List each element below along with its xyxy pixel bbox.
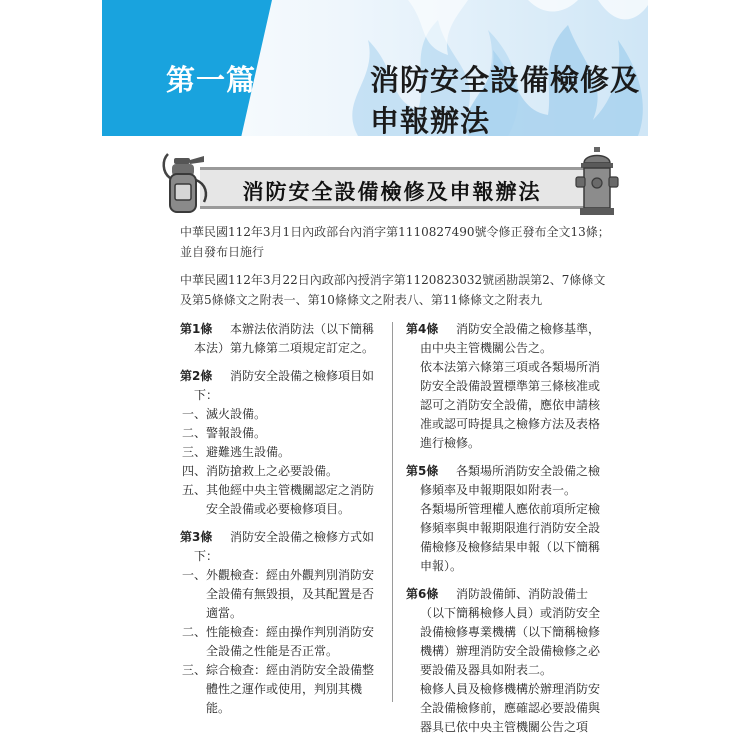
list-item: 三、 綜合檢查：經由消防安全設備整體性之運作或使用，判別其機能。 [182, 663, 375, 715]
fire-extinguisher-icon [160, 150, 212, 216]
article-6 [406, 585, 606, 737]
list-item: 一、 外觀檢查：經由外觀判別消防安全設備有無毀損，及其配置是否適當。 [182, 568, 375, 620]
article-text: 消防設備師、消防設備士 [456, 587, 589, 601]
article-number: 第5條 [406, 464, 439, 478]
article-4 [406, 320, 606, 453]
errata-note: 中華民國112年3月22日內政部內授消字第1120823032號函勘誤第2、7條條文及第5條條文之附表一、第10條條文之附表八、第11條條文之附表九 [180, 273, 606, 307]
list-item: 二、 性能檢查：經由操作判別消防安全設備之性能是否正常。 [182, 625, 375, 658]
articles-right-column [406, 320, 606, 746]
list-item: 四、 消防搶救上之必要設備。 [182, 464, 339, 478]
list-item: 五、 其他經中央主管機關認定之消防安全設備或必要檢修項目。 [182, 483, 375, 516]
fire-hydrant-icon [574, 147, 620, 217]
article-number: 第3條 [180, 530, 213, 544]
list-item: 三、 避難逃生設備。 [182, 445, 291, 459]
article-number: 第2條 [180, 369, 213, 383]
chapter-header [102, 0, 648, 136]
article-number: 第4條 [406, 322, 439, 336]
article-text: 下： [194, 388, 219, 402]
article-text: 消防安全設備之檢修方式如 [230, 530, 375, 544]
article-number: 第1條 [180, 322, 213, 336]
article-2 [180, 367, 380, 519]
chapter-title: 消防安全設備檢修及申報辦法 [370, 63, 641, 136]
column-divider [392, 322, 393, 702]
article-paragraph: 依本法第六條第三項或各類場所消防安全設備設置標準第三條核准或認可之消防安全設備，應依申請核准或認可時提具之檢修方法及表格進行檢修。 [420, 360, 601, 450]
part-label: 第一篇 [166, 63, 257, 97]
section-title: 消防安全設備檢修及申報辦法 [242, 180, 542, 204]
articles-left-column [180, 320, 380, 727]
article-text: 消防安全設備之檢修項目如 [230, 369, 375, 383]
article-text: 修頻率及申報期限如附表一。 [420, 483, 577, 497]
article-paragraph: 檢修人員及檢修機構於辦理消防安全設備檢修前，應確認必要設備與器具已依中央主管機關公告之項 [420, 682, 601, 734]
article-text: 消防安全設備之檢修基準， [456, 322, 601, 336]
article-paragraph: 各類場所管理權人應依前項所定檢修頻率與申報期限進行消防安全設備檢修及檢修結果申報（以下簡稱申報）。 [420, 502, 601, 573]
article-1 [180, 320, 380, 358]
article-text: 本辦法依消防法（以下簡稱 [230, 322, 375, 336]
section-banner [200, 167, 584, 209]
article-text: （以下簡稱檢修人員）或消防安全設備檢修專業機構（以下簡稱檢修機構）辦理消防安全設備檢修之必要設備及器具如附表二。 [420, 606, 601, 677]
article-text: 本法）第九條第二項規定訂定之。 [194, 341, 375, 355]
promulgation-note: 中華民國112年3月1日內政部台內消字第1110827490號令修正發布全文13條；並自發布日施行 [180, 225, 610, 259]
article-number: 第6條 [406, 587, 439, 601]
article-text: 下： [194, 549, 219, 563]
article-text: 各類場所消防安全設備之檢 [456, 464, 601, 478]
article-5 [406, 462, 606, 576]
article-text: 由中央主管機關公告之。 [420, 341, 553, 355]
list-item: 一、 滅火設備。 [182, 407, 267, 421]
list-item: 二、 警報設備。 [182, 426, 267, 440]
article-3 [180, 528, 380, 718]
